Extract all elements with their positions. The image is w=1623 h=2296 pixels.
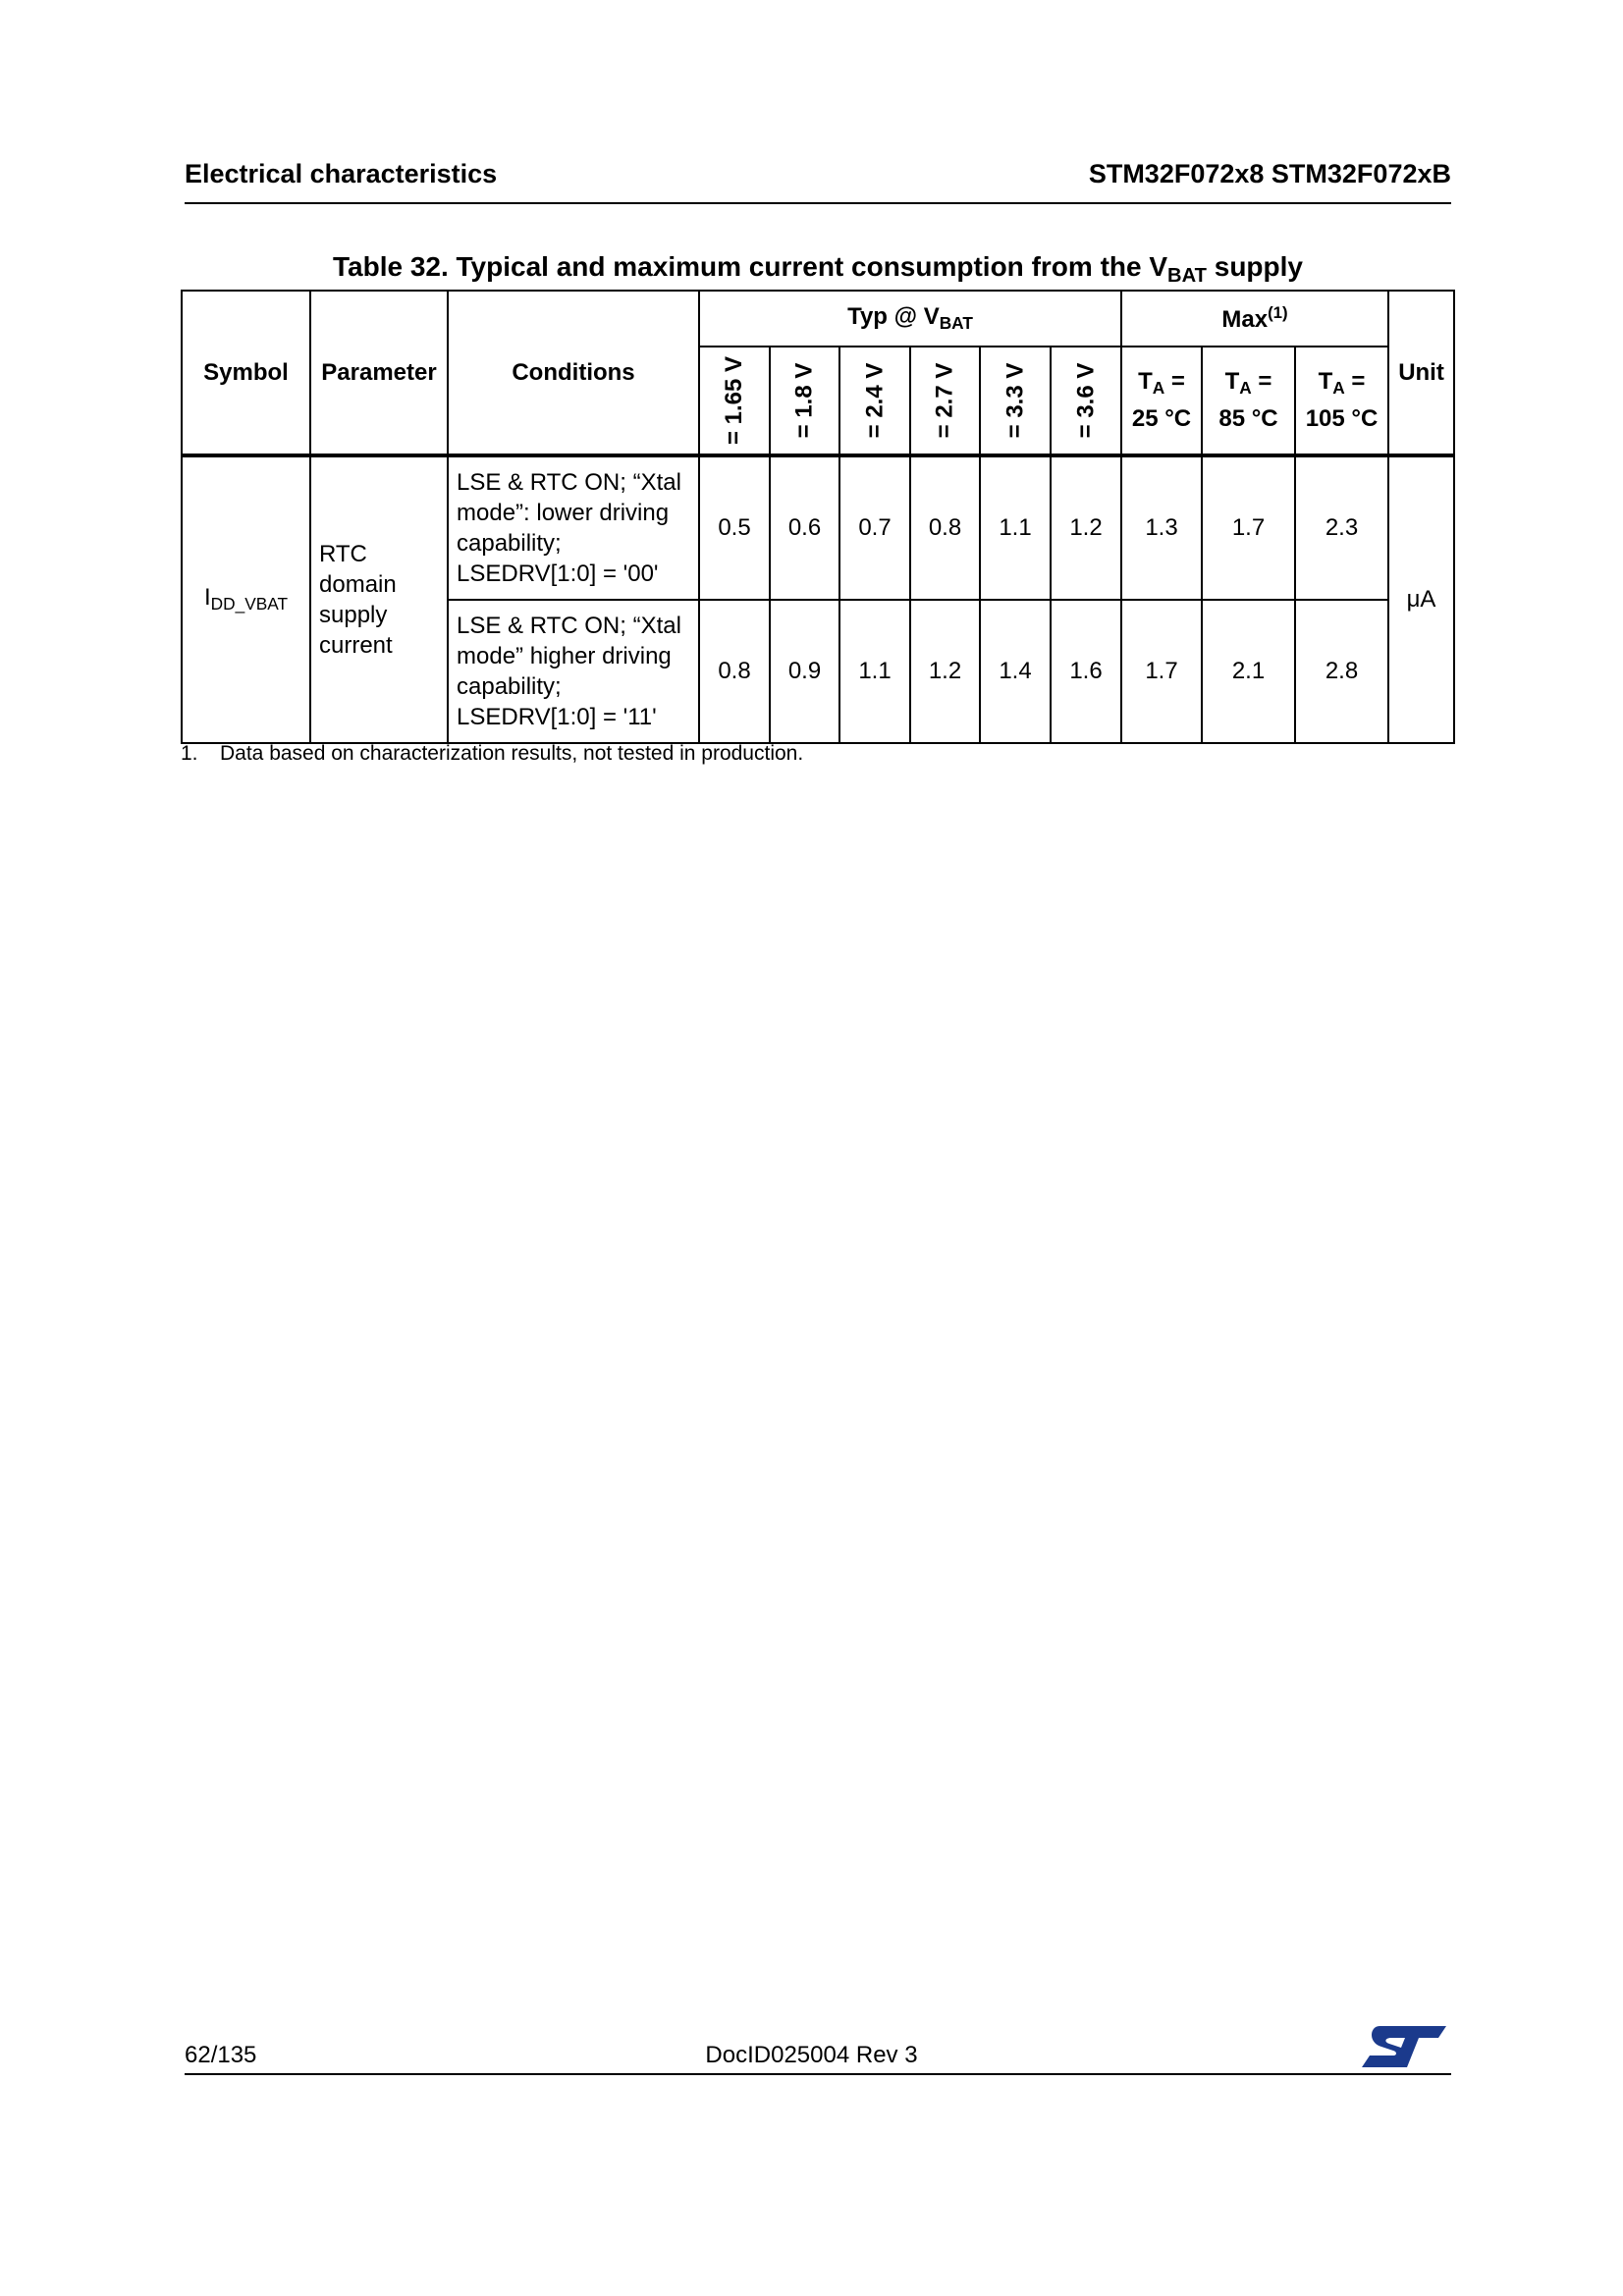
max-value: 2.3 [1295, 455, 1388, 600]
max-value: 1.7 [1202, 455, 1295, 600]
typ-value: 1.1 [839, 600, 910, 743]
typ-value: 1.4 [980, 600, 1051, 743]
table-title: Table 32. Typical and maximum current consumption from the $V_{BAT}$ supply [333, 251, 1303, 288]
symbol-cell: $I_{DD\_VBAT}$ [182, 455, 310, 743]
header-vbat-3: = 2.4 V [839, 347, 910, 455]
conditions-cell: LSE & RTC ON; “Xtal mode”: lower driving capability; LSEDRV[1:0] = '00' [448, 455, 699, 600]
section-title: Electrical characteristics [185, 159, 498, 188]
header-max: Max$^{(1)}$ [1121, 291, 1388, 347]
typ-value: 1.1 [980, 455, 1051, 600]
header-ta-25: $T_A$ = 25 °C [1121, 347, 1202, 455]
typ-value: 0.8 [699, 600, 770, 743]
typ-value: 0.8 [910, 455, 980, 600]
current-consumption-table [181, 290, 1455, 744]
table-footnote: 1. Data based on characterization results, not tested in production. [181, 742, 804, 765]
max-value: 1.7 [1121, 600, 1202, 743]
unit-cell: μA [1388, 455, 1454, 743]
header-ta-105: $T_A$ = 105 °C [1295, 347, 1388, 455]
typ-value: 0.6 [770, 455, 839, 600]
header-divider [185, 202, 1451, 204]
table-row [182, 455, 1454, 600]
max-value: 2.1 [1202, 600, 1295, 743]
document-part-number: STM32F072x8 STM32F072xB [1088, 159, 1451, 188]
footer-divider [185, 2073, 1451, 2075]
typ-value: 0.9 [770, 600, 839, 743]
parameter-cell: RTC domain supply current [310, 455, 448, 743]
st-logo-icon [1360, 2022, 1448, 2071]
header-conditions: Conditions [448, 291, 699, 455]
typ-value: 1.2 [910, 600, 980, 743]
typ-value: 0.5 [699, 455, 770, 600]
header-parameter: Parameter [310, 291, 448, 455]
max-value: 2.8 [1295, 600, 1388, 743]
typ-value: 1.6 [1051, 600, 1121, 743]
header-symbol: Symbol [182, 291, 310, 455]
max-value: 1.3 [1121, 455, 1202, 600]
header-vbat-2: = 1.8 V [770, 347, 839, 455]
document-id: DocID025004 Rev 3 [705, 2042, 918, 2068]
header-vbat-5: = 3.3 V [980, 347, 1051, 455]
header-vbat-6: = 3.6 V [1051, 347, 1121, 455]
typ-value: 1.2 [1051, 455, 1121, 600]
header-vbat-1: = 1.65 V [699, 347, 770, 455]
header-typ: Typ @ $V_{BAT}$ [699, 291, 1121, 347]
conditions-cell: LSE & RTC ON; “Xtal mode” higher driving capability; LSEDRV[1:0] = '11' [448, 600, 699, 743]
page-number: 62/135 [185, 2042, 257, 2068]
header-ta-85: $T_A$ = 85 °C [1202, 347, 1295, 455]
header-vbat-4: = 2.7 V [910, 347, 980, 455]
header-unit: Unit [1388, 291, 1454, 455]
typ-value: 0.7 [839, 455, 910, 600]
